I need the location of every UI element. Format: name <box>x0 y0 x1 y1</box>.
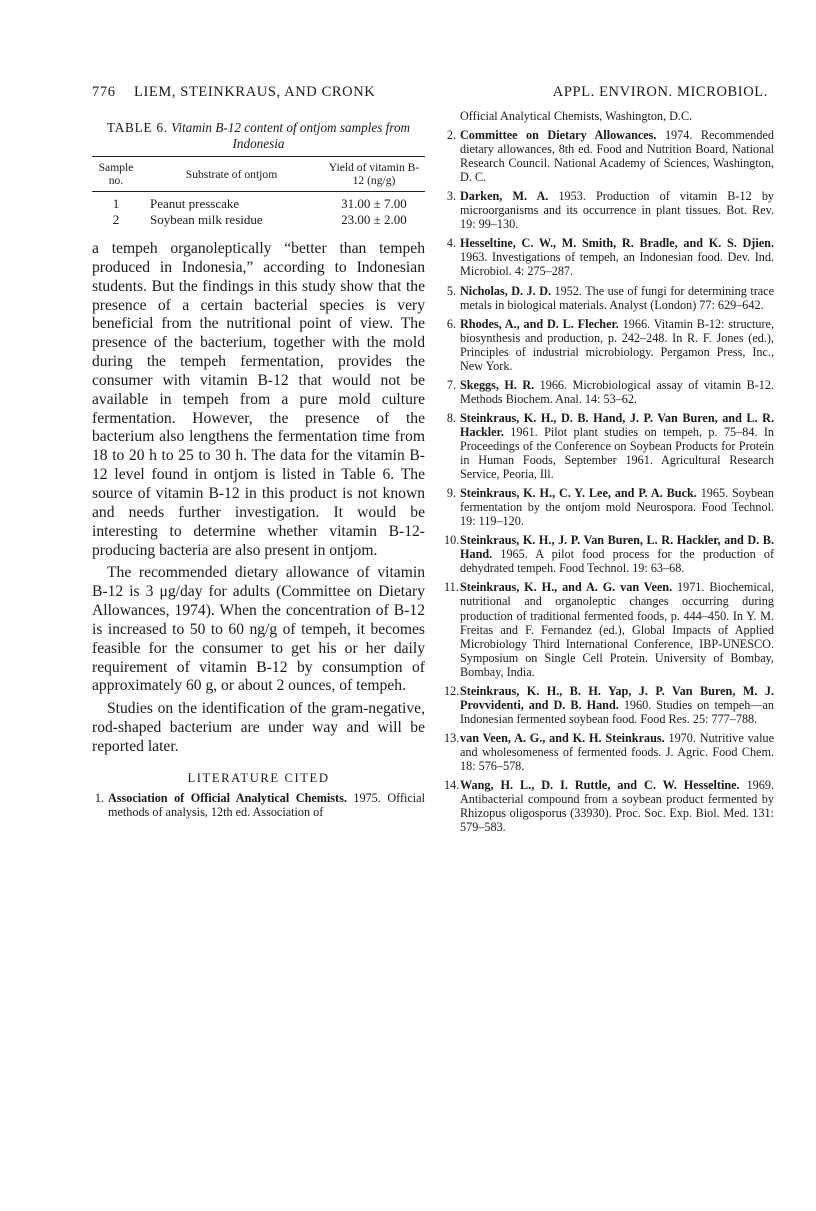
reference-number: 7. <box>446 377 456 392</box>
reference-number: 1. <box>94 790 104 805</box>
reference-text: 1953. Production of vitamin B-12 by microorganisms and its occurrence in plant tissues. Bot. Rev. 19: 99–130. <box>460 189 775 232</box>
reference-item <box>444 378 774 406</box>
reference-number: 9. <box>446 486 456 501</box>
reference-item <box>444 684 774 726</box>
reference-item <box>444 778 774 834</box>
reference-item <box>444 236 774 278</box>
reference-number: 12. <box>444 683 460 698</box>
table-caption <box>92 120 425 152</box>
reference-number: 11. <box>444 580 459 595</box>
reference-authors: Steinkraus, K. H., and A. G. van Veen. <box>460 580 673 595</box>
reference-text: 1965. Soybean fermentation by the ontjom mold Neurospora. Food Technol. 19: 119–120. <box>460 486 774 529</box>
reference-continuation: Official Analytical Chemists, Washington, D.C. <box>460 109 693 123</box>
left-column <box>92 120 425 819</box>
reference-item <box>444 317 774 373</box>
column-header-sample: Sample no. <box>98 161 134 187</box>
table-row <box>92 192 425 212</box>
reference-list <box>444 128 774 834</box>
reference-number: 3. <box>446 189 456 204</box>
reference-item <box>92 791 425 819</box>
reference-item <box>444 411 774 481</box>
reference-authors: Association of Official Analytical Chemists. <box>108 790 347 805</box>
table-cell-substrate: Soybean milk residue <box>150 212 263 227</box>
table-cell-no: 1 <box>112 196 120 211</box>
running-header <box>92 84 768 104</box>
table-cell-yield: 31.00 ± 7.00 <box>341 196 407 211</box>
reference-authors: Steinkraus, K. H., D. B. Hand, J. P. Van Buren, and L. R. Hackler. <box>460 410 774 439</box>
reference-item <box>444 486 774 528</box>
reference-text: 1969. Antibacterial compound from a soybean product fermented by Rhizopus oligosporus (33930). Proc. Soc. Exp. Biol. Med. 131: 579–583. <box>460 778 775 835</box>
reference-text: 1966. Microbiological assay of vitamin B-12. Methods Biochem. Anal. 14: 53–62. <box>460 377 774 406</box>
body-paragraph: a tempeh organoleptically “better than tempeh produced in Indonesia,” according to Indonesian students. But the findings in this study show that the presence of a certain bacterial species is very beneficial from the nutritional point of view. The presence of the bacterium, together with the mold during the tempeh fermentation, provides the consumer with vitamin B-12 that would not be available in tempeh from a pure mold culture fermentation. However, the presence of the bacterium also lengthens the fermentation time from 18 to 20 h to 25 to 30 h. The data for the vitamin B-12 level found in ontjom is listed in Table 6. The source of vitamin B-12 in this product is not known and needs further investigation. It would be interesting to determine whether vitamin B-12-producing bacteria are also present in ontjom. <box>92 240 425 559</box>
reference-authors: Rhodes, A., and D. L. Flecher. <box>460 316 619 331</box>
reference-text: 1960. Studies on tempeh—an Indonesian fermented soybean food. Food Res. 25: 777–788. <box>460 697 775 726</box>
reference-number: 5. <box>446 283 456 298</box>
page-number: 776 <box>92 84 116 100</box>
reference-text: 1961. Pilot plant studies on tempeh, p. 75–84. In Proceedings of the Conference on Soybean Products for Protein in Human Foods, September 1961. Agricultural Research Service, Peoria, Ill. <box>460 424 774 482</box>
reference-authors: van Veen, A. G., and K. H. Steinkraus. <box>460 730 665 745</box>
column-header-yield: Yield of vitamin B-12 (ng/g) <box>328 161 420 187</box>
reference-text: 1970. Nutritive value and wholesomeness of fermented foods. J. Agric. Food Chem. 18: 576–578. <box>460 730 774 773</box>
reference-authors: Hesseltine, C. W., M. Smith, R. Bradle, and K. S. Djien. <box>460 236 774 251</box>
reference-number: 2. <box>446 128 456 143</box>
journal-name: APPL. ENVIRON. MICROBIOL. <box>552 84 768 100</box>
reference-number: 6. <box>446 316 456 331</box>
table-caption-text: Vitamin B-12 content of ontjom samples from Indonesia <box>171 120 411 151</box>
reference-text: 1952. The use of fungi for determining trace metals in biological materials. Analyst (London) 77: 629–642. <box>460 283 774 312</box>
reference-text: 1965. A pilot food process for the production of dehydrated tempeh. Food Technol. 19: 63–68. <box>460 547 774 576</box>
reference-item <box>444 580 774 678</box>
reference-number: 4. <box>446 236 456 251</box>
reference-number: 14. <box>444 778 460 793</box>
reference-authors: Skeggs, H. R. <box>460 377 535 392</box>
reference-text: 1975. Official methods of analysis, 12th ed. Association of <box>108 790 425 819</box>
running-authors: LIEM, STEINKRAUS, AND CRONK <box>134 84 376 100</box>
table-cell-substrate: Peanut presscake <box>150 196 240 211</box>
reference-authors: Steinkraus, K. H., B. H. Yap, J. P. Van Buren, M. J. Provvidenti, and D. B. Hand. <box>460 683 774 712</box>
table-label: TABLE 6. <box>106 120 168 135</box>
reference-authors: Steinkraus, K. H., J. P. Van Buren, L. R. Hackler, and D. B. Hand. <box>460 533 774 562</box>
reference-item <box>444 284 774 312</box>
reference-authors: Nicholas, D. J. D. <box>460 283 552 298</box>
reference-text: 1963. Investigations of tempeh, an Indonesian food. Dev. Ind. Microbiol. 4: 275–287. <box>460 250 774 279</box>
reference-text: 1974. Recommended dietary allowances, 8th ed. Food and Nutrition Board, National Research Council. National Academy of Sciences, Washington, D. C. <box>460 128 774 185</box>
right-column <box>444 109 774 834</box>
reference-item <box>444 533 774 575</box>
reference-text: 1971. Biochemical, nutritional and organoleptic changes occurring during production of traditional fermented foods, p. 444–450. In Y. M. Freitas and F. Fernandez (ed.), Global Impacts of Applied Microbiology Third International Conference, IBP-UNESCO. Symposium on Single Cell Protein. University of Bombay, Bombay, India. <box>460 580 774 679</box>
vitamin-table <box>92 156 425 227</box>
reference-number: 10. <box>444 533 460 548</box>
literature-heading: LITERATURE CITED <box>187 770 330 785</box>
table-row <box>92 211 425 227</box>
reference-number: 8. <box>446 410 456 425</box>
reference-authors: Steinkraus, K. H., C. Y. Lee, and P. A. Buck. <box>460 486 697 501</box>
reference-number: 13. <box>444 730 460 745</box>
reference-item <box>444 189 774 231</box>
table-cell-yield: 23.00 ± 2.00 <box>341 212 407 227</box>
reference-authors: Wang, H. L., D. I. Ruttle, and C. W. Hesseltine. <box>460 778 740 793</box>
column-header-substrate: Substrate of ontjom <box>185 167 278 181</box>
reference-item <box>444 731 774 773</box>
body-paragraph: The recommended dietary allowance of vitamin B-12 is 3 μg/day for adults (Committee on Dietary Allowances, 1974). When the concentration of B-12 is increased to 50 to 60 ng/g of tempeh, it becomes feasible for the consumer to get his or her daily requirement of vitamin B-12 by consumption of approximately 60 g, or about 2 ounces, of tempeh. <box>92 564 425 695</box>
reference-authors: Darken, M. A. <box>460 189 549 204</box>
table-header-row <box>92 157 425 192</box>
body-paragraph: Studies on the identification of the gram-negative, rod-shaped bacterium are under way and will be reported later. <box>92 700 425 755</box>
table-cell-no: 2 <box>112 212 120 227</box>
reference-item <box>444 128 774 184</box>
reference-text: 1966. Vitamin B-12: structure, biosynthesis and production, p. 242–248. In R. F. Jones (ed.), Principles of industrial microbiology. Pergamon Press, Inc., New York. <box>460 316 774 373</box>
reference-authors: Committee on Dietary Allowances. <box>460 128 657 143</box>
